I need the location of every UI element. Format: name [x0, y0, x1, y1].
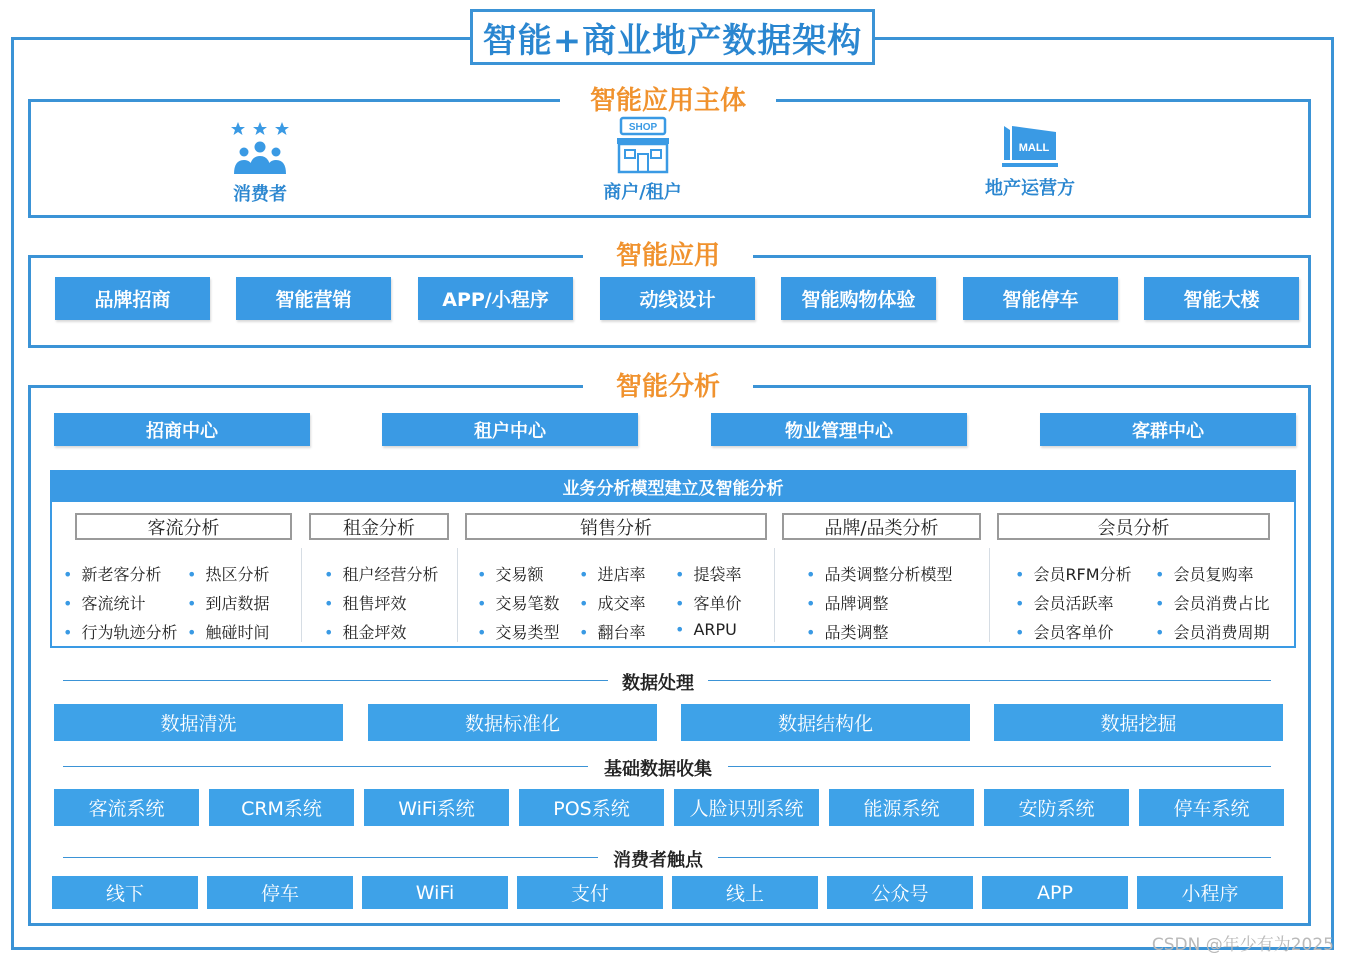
processing-item: 数据标准化 — [368, 704, 657, 741]
touchpoint-item: 线下 — [52, 876, 198, 909]
mall-icon — [1000, 120, 1060, 170]
actor-consumer-label: 消费者 — [233, 184, 287, 205]
touchpoint-item: 公众号 — [827, 876, 973, 909]
actor-merchant-label: 商户/租户 — [603, 182, 682, 203]
app-smart-building: 智能大楼 — [1144, 277, 1299, 320]
category-pinpai: 品牌/品类分析 — [782, 513, 981, 540]
metric-item: • 租售坪效 — [324, 591, 406, 614]
app-route-design: 动线设计 — [600, 277, 755, 320]
shop-sign-text: SHOP — [628, 122, 657, 133]
separator — [989, 548, 990, 642]
metric-item: • 行为轨迹分析 — [63, 620, 177, 643]
actor-consumer — [205, 118, 315, 206]
metric-item: • 新老客分析 — [63, 562, 161, 585]
section-analysis — [28, 385, 1311, 926]
touchpoint-item: WiFi — [362, 876, 508, 909]
data-processing-title: 数据处理 — [608, 669, 708, 695]
watermark: CSDN @年少有为2025 — [1151, 935, 1334, 955]
shop-icon — [613, 116, 673, 174]
metric-item: • 会员RFM分析 — [1015, 562, 1132, 585]
data-collection-title: 基础数据收集 — [588, 755, 728, 781]
category-zujin: 租金分析 — [309, 513, 449, 540]
model-panel-title: 业务分析模型建立及智能分析 — [50, 470, 1296, 502]
app-mini-program: APP/小程序 — [418, 277, 573, 320]
category-keliu: 客流分析 — [75, 513, 292, 540]
center-property: 物业管理中心 — [711, 413, 967, 446]
separator — [457, 548, 458, 642]
section-analysis-title: 智能分析 — [583, 366, 753, 403]
metric-item: • ARPU — [675, 620, 737, 639]
metric-item: • 提袋率 — [675, 562, 741, 585]
touchpoint-item: APP — [982, 876, 1128, 909]
collection-item: 客流系统 — [54, 789, 199, 826]
center-recruit: 招商中心 — [54, 413, 310, 446]
metric-item: • 客单价 — [675, 591, 741, 614]
app-smart-marketing: 智能营销 — [236, 277, 391, 320]
metric-item: • 交易类型 — [477, 620, 559, 643]
metric-item: • 到店数据 — [187, 591, 269, 614]
collection-item: POS系统 — [519, 789, 664, 826]
metric-item: • 会员客单价 — [1015, 620, 1113, 643]
metric-item: • 客流统计 — [63, 591, 145, 614]
metric-item: • 交易笔数 — [477, 591, 559, 614]
center-tenant: 租户中心 — [382, 413, 638, 446]
metric-item: • 会员消费占比 — [1155, 591, 1269, 614]
separator — [774, 548, 775, 642]
metric-item: • 品牌调整 — [806, 591, 888, 614]
touchpoint-item: 停车 — [207, 876, 353, 909]
metric-item: • 会员活跃率 — [1015, 591, 1113, 614]
metric-item: • 触碰时间 — [187, 620, 269, 643]
processing-item: 数据挖掘 — [994, 704, 1283, 741]
metric-item: • 进店率 — [579, 562, 645, 585]
metric-item: • 交易额 — [477, 562, 543, 585]
processing-item: 数据清洗 — [54, 704, 343, 741]
separator — [301, 548, 302, 642]
consumers-icon — [229, 118, 291, 176]
metric-item: • 品类调整 — [806, 620, 888, 643]
metric-item: • 会员复购率 — [1155, 562, 1253, 585]
mall-sign-text: MALL — [1018, 142, 1050, 154]
app-shopping-experience: 智能购物体验 — [781, 277, 936, 320]
touchpoint-item: 小程序 — [1137, 876, 1283, 909]
touchpoints-title: 消费者触点 — [598, 846, 718, 872]
app-brand-recruit: 品牌招商 — [55, 277, 210, 320]
collection-item: 能源系统 — [829, 789, 974, 826]
metric-item: • 成交率 — [579, 591, 645, 614]
metric-item: • 热区分析 — [187, 562, 269, 585]
page-title: 智能+商业地产数据架构 — [470, 9, 875, 65]
section-apps-title: 智能应用 — [583, 235, 753, 272]
collection-item: 人脸识别系统 — [674, 789, 819, 826]
collection-item: CRM系统 — [209, 789, 354, 826]
metric-item: • 翻台率 — [579, 620, 645, 643]
actor-merchant — [585, 116, 700, 204]
category-huiyuan: 会员分析 — [997, 513, 1270, 540]
section-actors-title: 智能应用主体 — [560, 80, 776, 117]
actor-operator-label: 地产运营方 — [985, 178, 1075, 199]
center-customer: 客群中心 — [1040, 413, 1296, 446]
touchpoint-item: 支付 — [517, 876, 663, 909]
metric-item: • 品类调整分析模型 — [806, 562, 952, 585]
metric-item: • 租户经营分析 — [324, 562, 438, 585]
processing-item: 数据结构化 — [681, 704, 970, 741]
metric-item: • 会员消费周期 — [1155, 620, 1269, 643]
collection-item: WiFi系统 — [364, 789, 509, 826]
collection-item: 停车系统 — [1139, 789, 1284, 826]
actor-operator — [975, 120, 1085, 200]
app-smart-parking: 智能停车 — [963, 277, 1118, 320]
metric-item: • 租金坪效 — [324, 620, 406, 643]
category-xiaoshou: 销售分析 — [465, 513, 767, 540]
touchpoint-item: 线上 — [672, 876, 818, 909]
collection-item: 安防系统 — [984, 789, 1129, 826]
